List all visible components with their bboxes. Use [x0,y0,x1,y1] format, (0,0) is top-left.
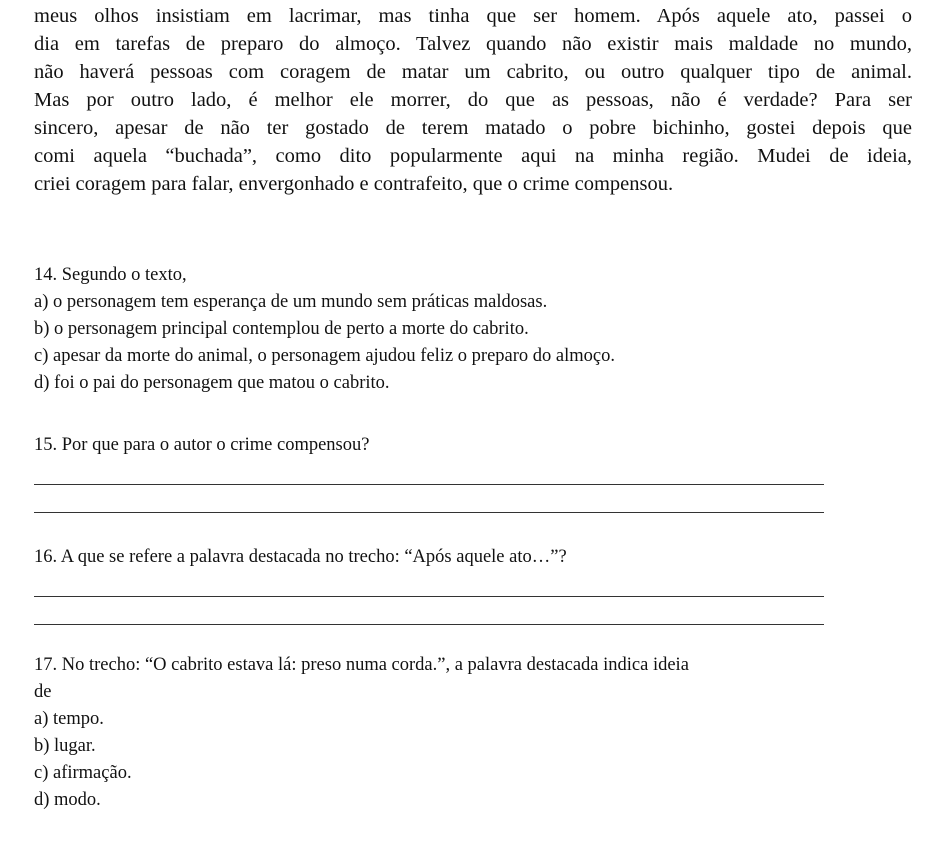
passage-paragraph [34,2,912,198]
question-17: 17. No trecho: “O cabrito estava lá: preso numa corda.”, a palavra destacada indica ideia [34,655,689,675]
question-17-option-d: d) modo. [34,790,101,810]
question-17-option-c: c) afirmação. [34,763,132,783]
passage-line: sincero, apesar de não ter gostado de terem matado o pobre bichinho, gostei depois que [34,117,912,139]
question-14: 14. Segundo o texto, [34,265,187,285]
question-17-continuation: de [34,682,52,702]
question-17-option-a: a) tempo. [34,709,104,729]
passage-line: dia em tarefas de preparo do almoço. Talvez quando não existir mais maldade no mundo, [34,33,912,55]
passage-line: Mas por outro lado, é melhor ele morrer, do que as pessoas, não é verdade? Para ser [34,89,912,111]
question-14-option-b: b) o personagem principal contemplou de perto a morte do cabrito. [34,319,529,339]
answer-line[interactable] [34,512,824,513]
passage-line: comi aquela “buchada”, como dito popularmente aqui na minha região. Mudei de ideia, [34,145,912,167]
passage-line: meus olhos insistiam em lacrimar, mas tinha que ser homem. Após aquele ato, passei o [34,5,912,27]
question-15: 15. Por que para o autor o crime compensou? [34,435,370,455]
question-14-option-d: d) foi o pai do personagem que matou o cabrito. [34,373,390,393]
question-17-option-b: b) lugar. [34,736,96,756]
answer-line[interactable] [34,596,824,597]
passage-line: não haverá pessoas com coragem de matar um cabrito, ou outro qualquer tipo de animal. [34,61,912,83]
answer-line[interactable] [34,624,824,625]
question-14-option-a: a) o personagem tem esperança de um mundo sem práticas maldosas. [34,292,548,312]
passage-line: criei coragem para falar, envergonhado e contrafeito, que o crime compensou. [34,173,674,195]
question-16: 16. A que se refere a palavra destacada no trecho: “Após aquele ato…”? [34,547,567,567]
answer-line[interactable] [34,484,824,485]
question-14-option-c: c) apesar da morte do animal, o personagem ajudou feliz o preparo do almoço. [34,346,615,366]
